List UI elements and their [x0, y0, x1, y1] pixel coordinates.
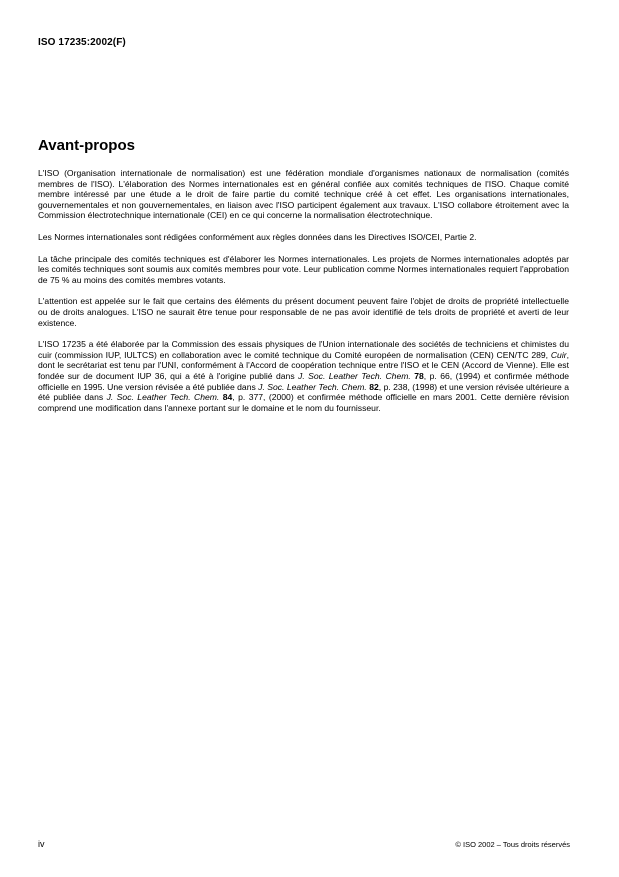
paragraph-drafting-rules: Les Normes internationales sont rédigées conformément aux règles données dans les Directives ISO/CEI, Partie 2. — [38, 231, 477, 242]
paragraph-patent-rights: L'attention est appelée sur le fait que certains des éléments du présent document peuvent faire l'objet de droits de propriété intellectuelle ou de droits analogues. L'ISO ne saurait être tenue pour responsable de ne pas avoir identifié de tels droits de propriété et averti de leur existence. — [38, 296, 569, 328]
document-identifier: ISO 17235:2002(F) — [38, 37, 126, 48]
journal-volume: 78 — [414, 370, 424, 381]
copyright-notice: © ISO 2002 – Tous droits réservés — [455, 840, 570, 849]
journal-volume: 82 — [369, 381, 379, 392]
journal-name: J. Soc. Leather Tech. Chem. — [106, 392, 220, 403]
paragraph-iso-organisation: L'ISO (Organisation internationale de normalisation) est une fédération mondiale d'organismes nationaux de normalisation (comités membres de l'ISO). L'élaboration des Normes internationales est en général confiée aux comités techniques de l'ISO. Chaque comité membre intéressé par une étude a le droit de faire partie du comité technique créé à cet effet. Les organisations internationales, gouvernementales et non gouvernementales, en liaison avec l'ISO participent également aux travaux. L'ISO collabore étroitement avec la Commission électrotechnique internationale (CEI) en ce qui concerne la normalisation électrotechnique. — [38, 168, 569, 221]
foreword-body — [38, 168, 569, 424]
journal-name: J. Soc. Leather Tech. Chem. — [298, 370, 411, 381]
committee-title: Cuir — [550, 349, 567, 360]
text-run: , dont le secrétariat est tenu par l'UNI, conformément à l'Accord de coopération technique entre l'ISO et le CEN (Accord de Vienne). Elle est fondée sur de document IUP 36, qui a été à l'origine publié dans — [38, 349, 569, 381]
page-title: Avant-propos — [38, 137, 135, 154]
text-run: L'ISO 17235 a été élaborée par la Commission des essais physiques de l'Union internationale des sociétés de techniciens et chimistes du cuir (commission IUP, IULTCS) en collaboration avec le comité technique du Comité européen de normalisation (CEN) CEN/TC 289, — [38, 339, 569, 360]
paragraph-preparation-history — [38, 339, 569, 413]
page-number: iv — [38, 839, 45, 849]
text-run: , p. 238, (1998) et une version révisée ultérieure a été publiée dans — [38, 381, 569, 403]
journal-name: J. Soc. Leather Tech. Chem. — [258, 381, 367, 392]
text-run: , p. 66, (1994) et confirmée méthode officielle en 1995. Une version révisée a été publiée dans — [38, 370, 570, 392]
paragraph-technical-committees: La tâche principale des comités techniques est d'élaborer les Normes internationales. Les projets de Normes internationales adoptés par les comités techniques sont soumis aux comités membres pour vote. Leur publication comme Normes internationales requiert l'approbation de 75 % au moins des comités membres votants. — [38, 253, 569, 285]
text-run: , p. 377, (2000) et confirmée méthode officielle en mars 2001. Cette dernière révision comprend une modification dans l'annexe portant sur le domaine et le nom du fournisseur. — [38, 392, 570, 413]
journal-volume: 84 — [222, 392, 233, 403]
